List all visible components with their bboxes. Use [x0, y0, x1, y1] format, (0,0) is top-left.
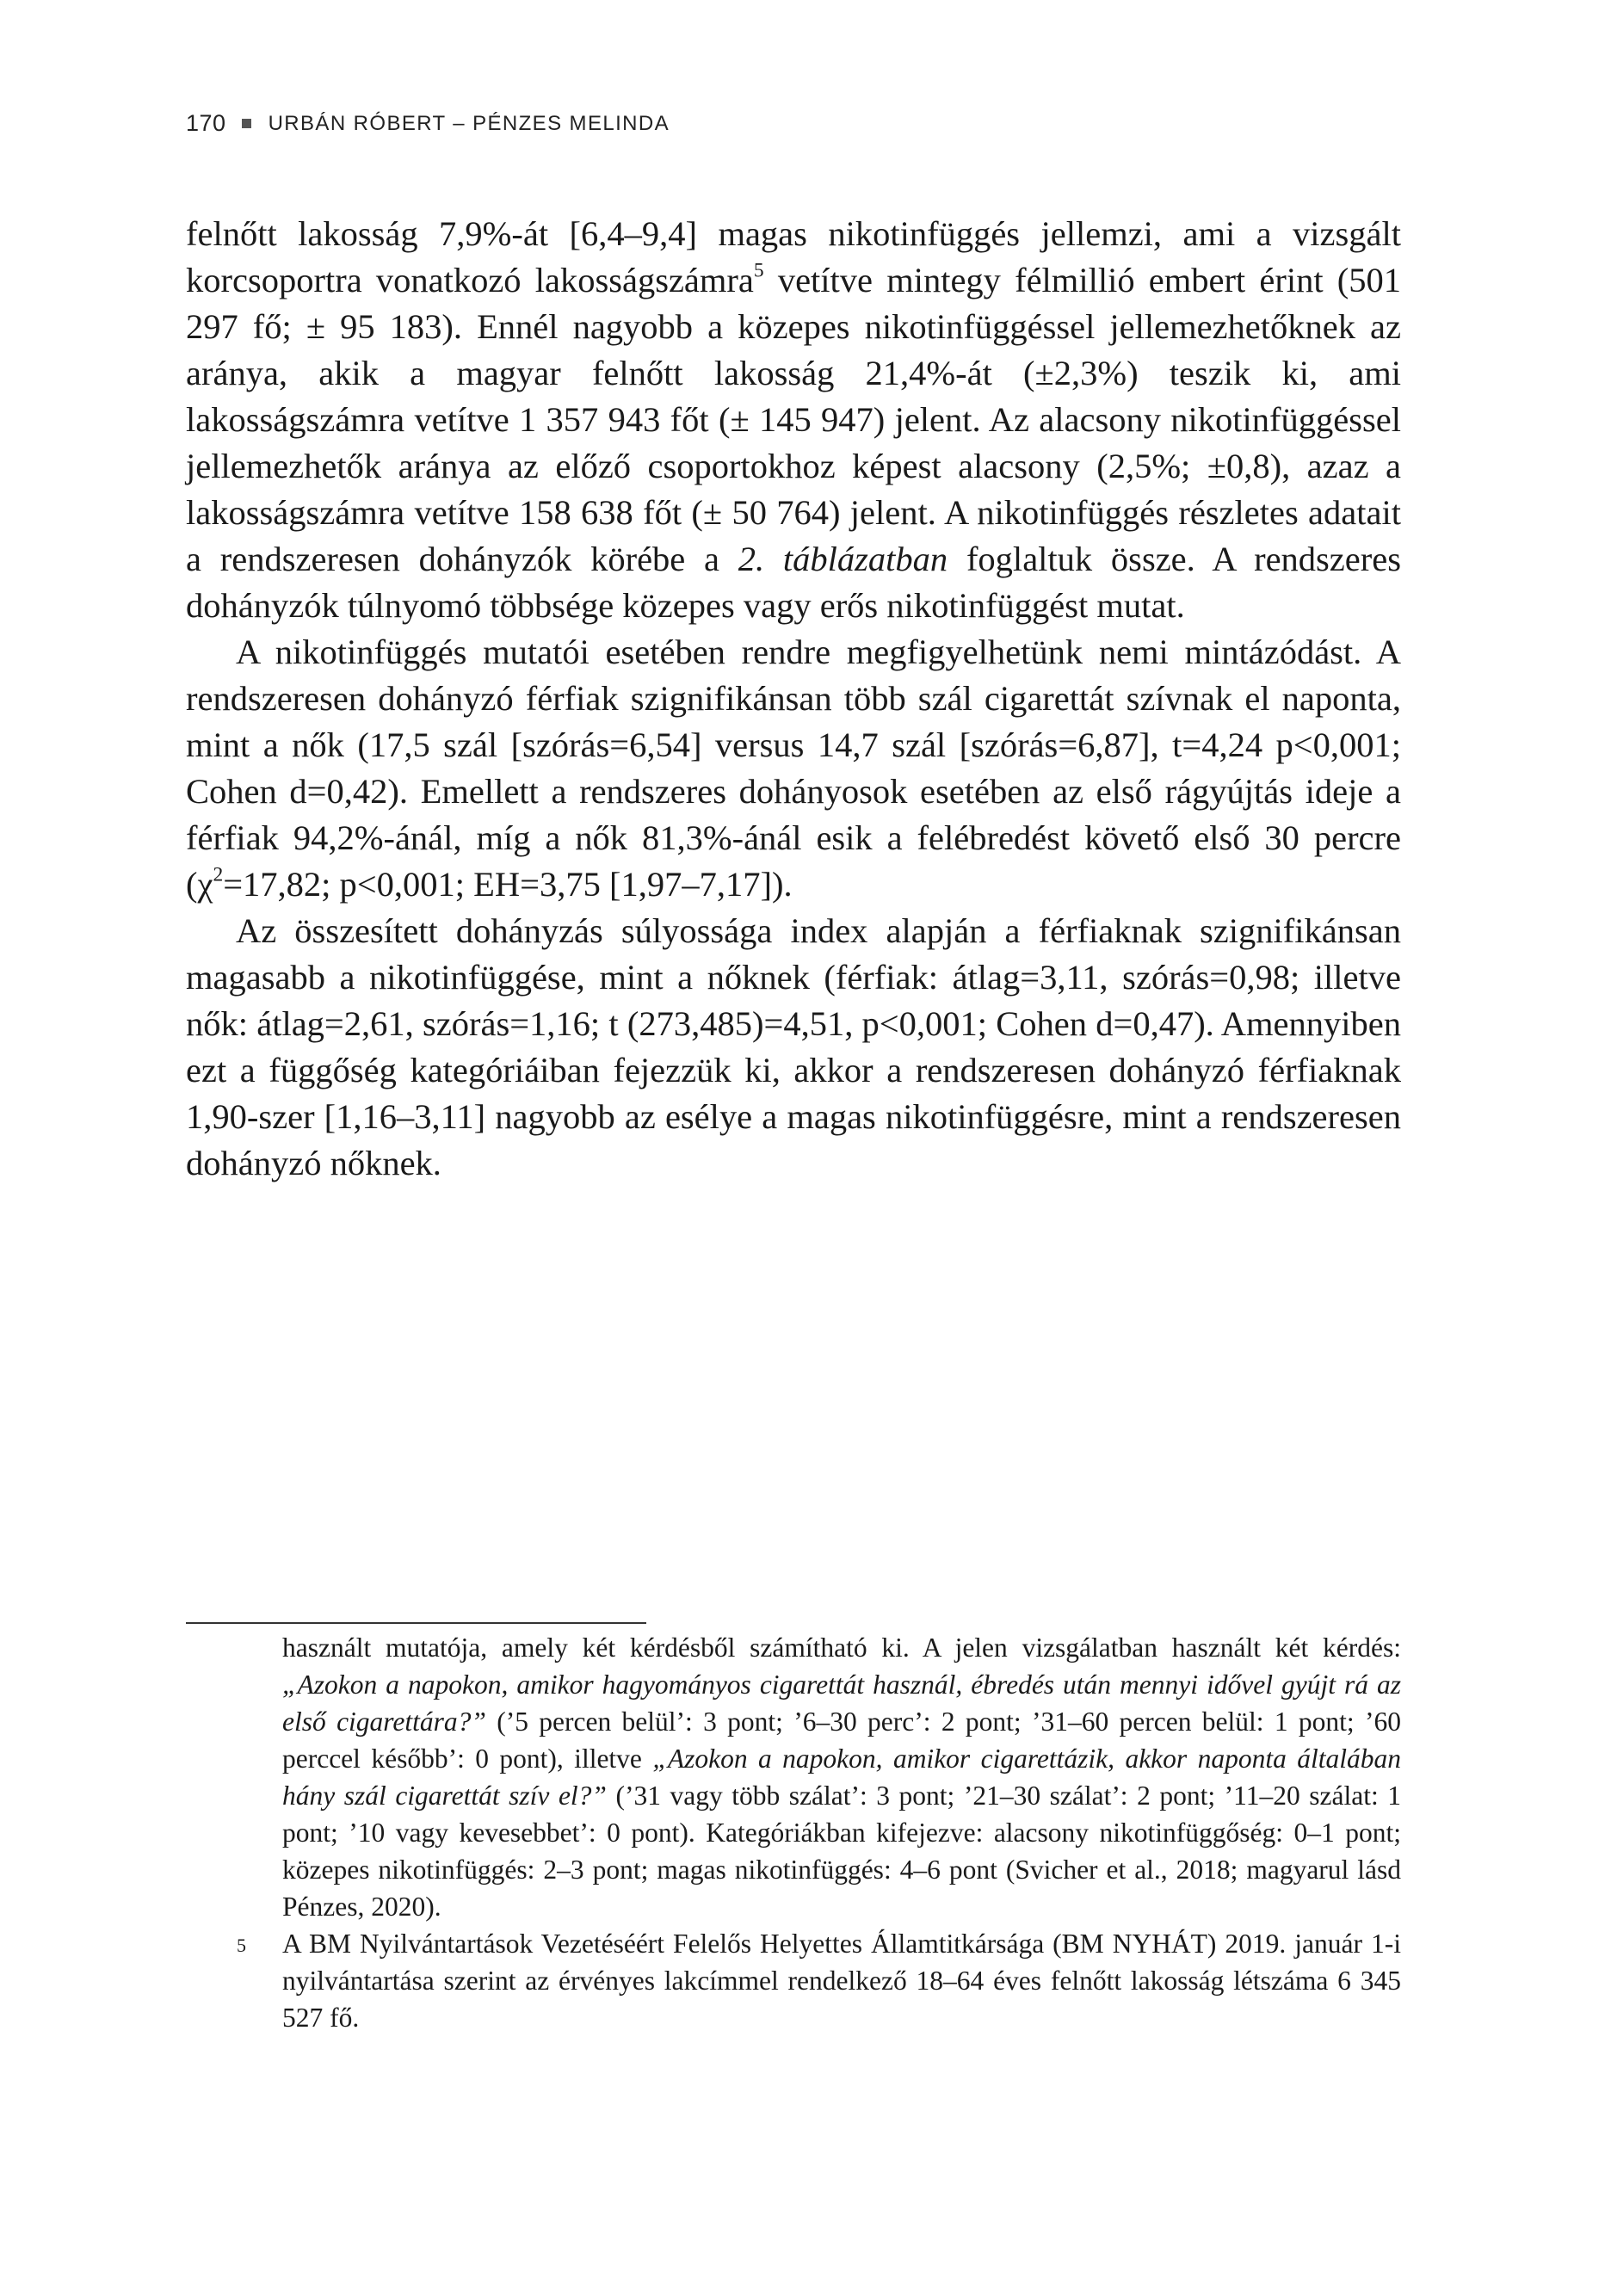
square-bullet-icon [242, 119, 251, 128]
footnote-ref-5[interactable]: 5 [753, 259, 764, 282]
paragraph-2 [186, 629, 1401, 908]
footnote-5 [186, 1925, 1401, 2036]
p2-text-b: =17,82; p<0,001; EH=3,75 [1,97–7,17]). [223, 865, 793, 904]
fn-cont-b: (’5 percen belül’: 3 pont; ’6–30 perc’: 2 pont; ’31–60 percen belül: 1 pont; ’60 perccel később’: 0 pont), illetve [282, 1707, 1402, 1774]
fn-question-2: „Azokon a napokon, amikor cigarettázik, akkor naponta általában hány szál cigarettát szív el?” [282, 1744, 1402, 1811]
table-reference: 2. táblázatban [738, 540, 948, 578]
footnote-5-text: A BM Nyilvántartások Vezetéséért Felelős Helyettes Államtitkársága (BM NYHÁT) 2019. január 1-i nyilvántartása szerint az érvényes lakcímmel rendelkező 18–64 éves felnőtt lakosság létszáma 6 345 527 fő. [282, 1929, 1401, 2033]
fn-question-1: „Azokon a napokon, amikor hagyományos cigarettát használ, ébredés után mennyi idővel gyújt rá az első cigarettára?” [282, 1670, 1401, 1737]
fn-cont-a: használt mutatója, amely két kérdésből számítható ki. A jelen vizsgálatban használt két kérdés: [282, 1633, 1401, 1663]
body-text [186, 211, 1401, 1187]
running-header [186, 110, 670, 137]
page-number: 170 [186, 110, 226, 136]
footnote-number-5: 5 [237, 1935, 246, 1956]
paragraph-3: Az összesített dohányzás súlyossága index alapján a férfiaknak szignifikánsan magasabb a nikotinfüggése, mint a nőknek (férfiak: átlag=3,11, szórás=0,98; illetve nők: átlag=2,61, szórás=1,16; t (273,485)=4,51, p<0,001; Cohen d=0,47). Amennyiben ezt a függőség kategóriáiban fejezzük ki, akkor a rendszeresen dohányzó férfiaknak 1,90-szer [1,16–3,11] nagyobb az esélye a magas nikotinfüggésre, mint a rendszeresen dohányzó nőknek. [186, 911, 1401, 1182]
p2-text-a: A nikotinfüggés mutatói esetében rendre megfigyelhetünk nemi mintázódást. A rendszeresen dohányzó férfiak szignifikánsan több szál cigarettát szívnak el naponta, mint a nők (17,5 szál [szórás=6,54] versus 14,7 szál [szórás=6,87], t=4,24 p<0,001; Cohen d=0,42). Emellett a rendszeres dohányosok esetében az első rágyújtás ideje a férfiak 94,2%-ánál, míg a nők 81,3%-ánál esik a felébredést követő első 30 percre (χ [186, 633, 1401, 904]
paragraph-1 [186, 211, 1401, 629]
running-title: URBÁN RÓBERT – PÉNZES MELINDA [268, 111, 670, 135]
p1-text-a: felnőtt lakosság 7,9%-át [6,4–9,4] magas nikotinfüggés jellemzi, ami a vizsgált korcsoportra vonatkozó lakosságszámra [186, 214, 1401, 299]
footnote-separator [186, 1622, 646, 1624]
p1-text-c: foglaltuk össze. A rendszeres dohányzók túlnyomó többsége közepes vagy erős nikotinfüggést mutat. [186, 540, 1401, 625]
footnote-continuation [186, 1629, 1401, 1925]
p1-text-b: vetítve mintegy félmillió embert érint (501 297 fő; ± 95 183). Ennél nagyobb a közepes nikotinfüggéssel jellemezhetőknek az aránya, akik a magyar felnőtt lakosság 21,4%-át (±2,3%) teszik ki, ami lakosságszámra vetítve 1 357 943 főt (± 145 947) jelent. Az alacsony nikotinfüggéssel jellemezhetők aránya az előző csoportokhoz képest alacsony (2,5%; ±0,8), azaz a lakosságszámra vetítve 158 638 főt (± 50 764) jelent. A nikotinfüggés részletes adatait a rendszeresen dohányzók körébe a [186, 261, 1401, 578]
fn-cont-c: (’31 vagy több szálat’: 3 pont; ’21–30 szálat’: 2 pont; ’11–20 szálat: 1 pont; ’10 vagy kevesebbet’: 0 pont). Kategóriákban kifejezve: alacsony nikotinfüggőség: 0–1 pont; közepes nikotinfüggés: 2–3 pont; magas nikotinfüggés: 4–6 pont (Svicher et al., 2018; magyarul lásd Pénzes, 2020). [282, 1781, 1402, 1922]
superscript-2: 2 [213, 863, 224, 886]
footnotes [186, 1629, 1401, 2036]
